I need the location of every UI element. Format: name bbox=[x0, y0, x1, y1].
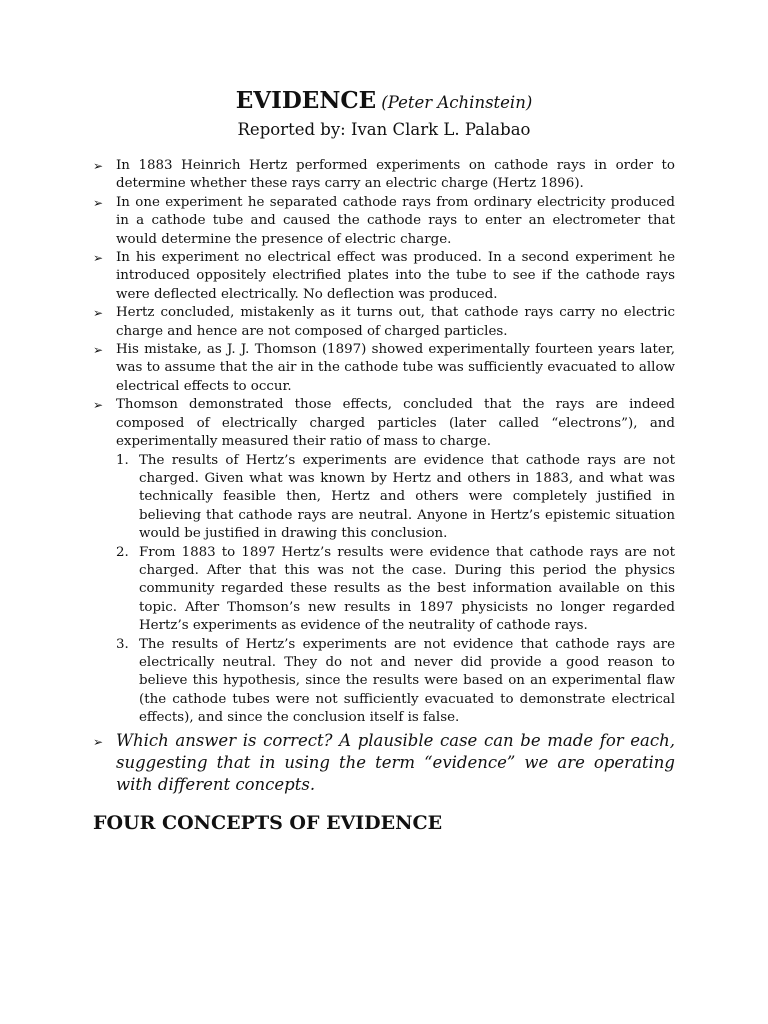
numbered-text: From 1883 to 1897 Hertz’s results were evidence that cathode rays are not charged. After that this was not the case. During this period the physics community regarded these results as the best information available on this topic. After Thomson’s new results in 1897 physicists no longer regarded Hertz’s experiments as evidence of the neutrality of cathode rays. bbox=[139, 544, 675, 634]
bullet-text: In one experiment he separated cathode rays from ordinary electricity produced in a cathode tube and caused the cathode rays to enter an electrometer that would determine the presence of electric charge. bbox=[116, 194, 675, 247]
arrow-bullet-icon: ➢ bbox=[93, 398, 104, 413]
arrow-bullet-icon: ➢ bbox=[93, 251, 104, 266]
numbered-item bbox=[93, 544, 675, 636]
reporter-line: Reported by: Ivan Clark L. Palabao bbox=[237, 120, 531, 139]
bullet-text: Hertz concluded, mistakenly as it turns out, that cathode rays carry no electric charge and hence are not composed of charged particles. bbox=[116, 305, 675, 339]
bullet-text: Thomson demonstrated those effects, concluded that the rays are indeed composed of electrically charged particles (later called “electrons”), and experimentally measured their ratio of mass to charge. bbox=[116, 397, 675, 450]
title-block bbox=[0, 86, 768, 142]
page-title: EVIDENCE bbox=[235, 87, 377, 114]
bullet-text: In 1883 Heinrich Hertz performed experiments on cathode rays in order to determine whether these rays carry an electric charge (Hertz 1896). bbox=[116, 158, 675, 192]
title-line bbox=[0, 86, 768, 118]
numbered-text: The results of Hertz’s experiments are not evidence that cathode rays are electrically neutral. They do not and never did provide a good reason to believe this hypothesis, since the results were based on an experimental flaw (the cathode tubes were not sufficiently evacuated to demonstrate electrical effects), and since the conclusion itself is false. bbox=[139, 636, 675, 726]
bullet-item bbox=[93, 194, 675, 249]
bullet-item bbox=[93, 157, 675, 194]
arrow-bullet-icon: ➢ bbox=[93, 195, 104, 210]
document-body bbox=[93, 157, 675, 836]
item-number: 3. bbox=[116, 636, 129, 652]
bullet-item bbox=[93, 341, 675, 396]
arrow-bullet-icon: ➢ bbox=[93, 159, 104, 173]
bullet-item bbox=[93, 396, 675, 451]
section-heading: FOUR CONCEPTS OF EVIDENCE bbox=[93, 811, 443, 834]
bullet-list bbox=[93, 157, 675, 452]
arrow-bullet-icon: ➢ bbox=[93, 734, 104, 749]
arrow-bullet-icon: ➢ bbox=[93, 343, 104, 358]
numbered-text: The results of Hertz’s experiments are evidence that cathode rays are not charged. Given what was known by Hertz and others in 1883, and what was technically feasible then, Hertz and others were completely justified in believing that cathode rays are neutral. Anyone in Hertz’s epistemic situation would be justified in drawing this conclusion. bbox=[139, 452, 675, 542]
title-author: (Peter Achinstein) bbox=[381, 93, 533, 112]
numbered-item bbox=[93, 452, 675, 544]
question-text: Which answer is correct? A plausible case can be made for each, suggesting that in using the term “evidence” we are operating with different concepts. bbox=[116, 730, 675, 794]
item-number: 1. bbox=[116, 452, 129, 468]
bullet-text: His mistake, as J. J. Thomson (1897) showed experimentally fourteen years later, was to assume that the air in the cathode tube was sufficiently evacuated to allow electrical effects to occur. bbox=[116, 342, 675, 394]
question-bullet bbox=[93, 730, 675, 796]
item-number: 2. bbox=[116, 544, 129, 560]
numbered-item bbox=[93, 636, 675, 728]
bullet-text: In his experiment no electrical effect was produced. In a second experiment he introduced oppositely electrified plates into the tube to see if the cathode rays were deflected electrically. No deflection was produced. bbox=[116, 250, 675, 302]
bullet-item bbox=[93, 304, 675, 341]
bullet-item bbox=[93, 249, 675, 304]
numbered-list bbox=[93, 452, 675, 728]
arrow-bullet-icon: ➢ bbox=[93, 306, 104, 321]
